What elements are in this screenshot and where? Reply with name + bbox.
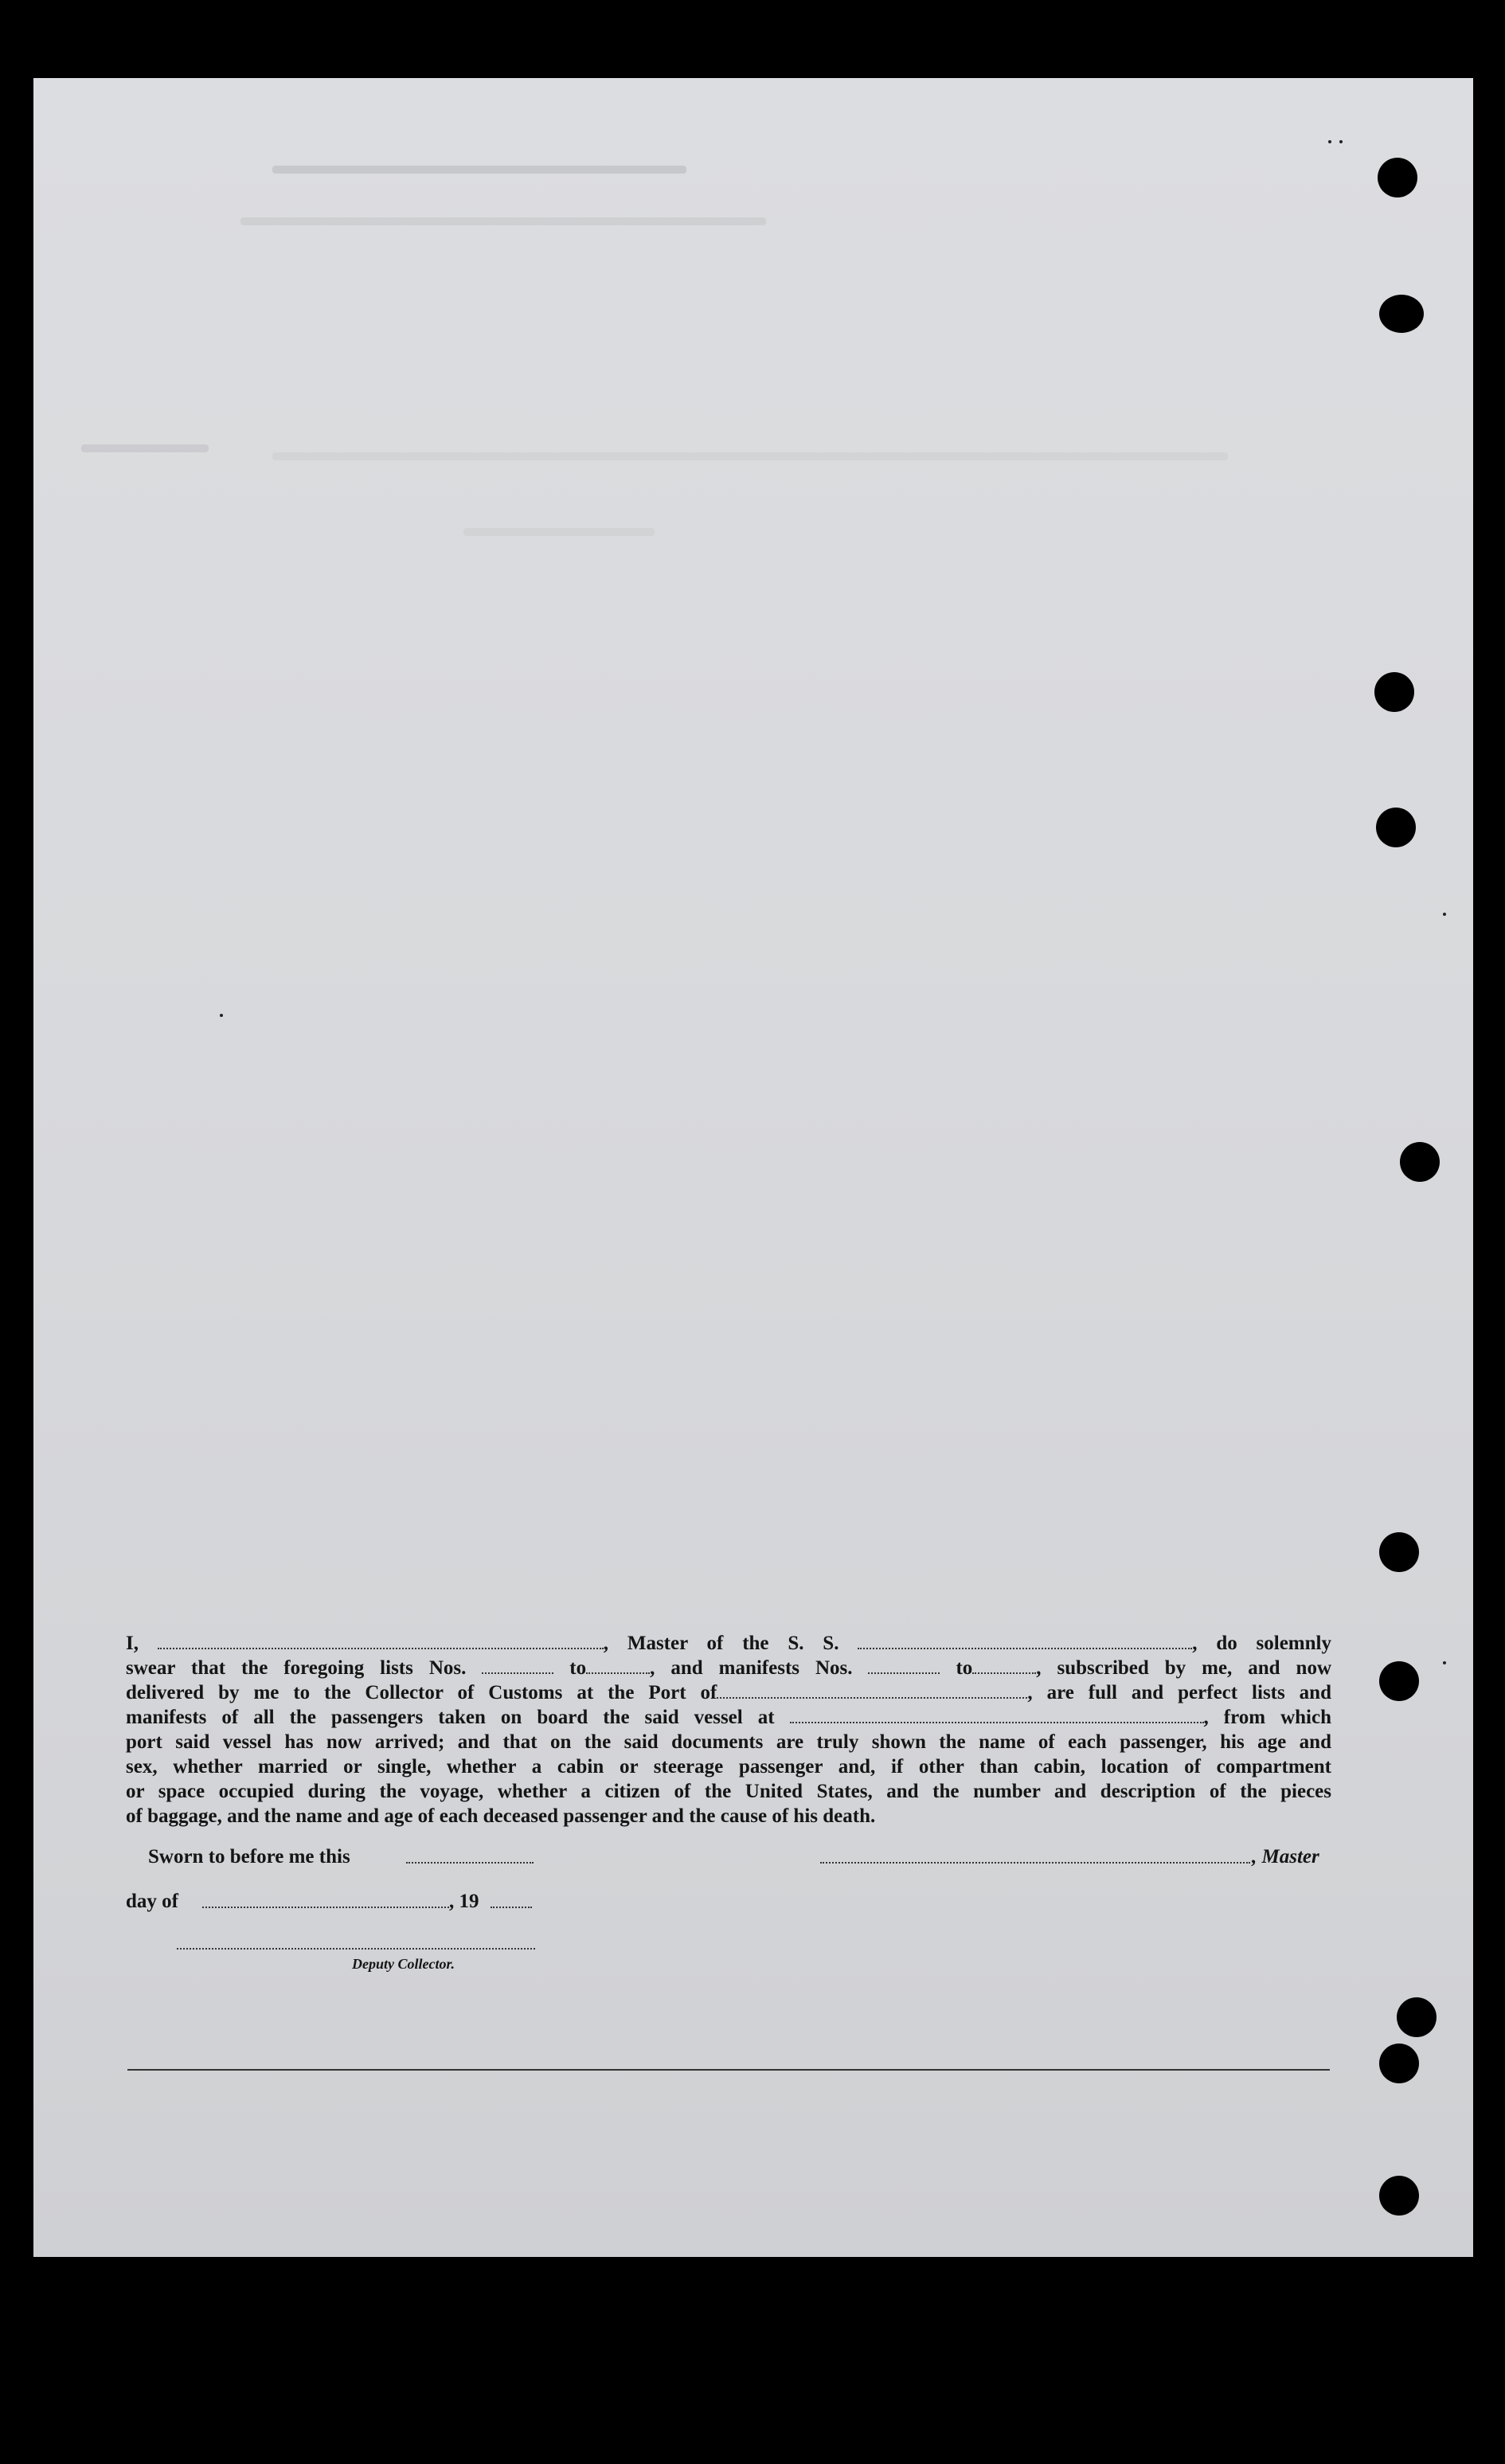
punch-hole	[1379, 1661, 1419, 1701]
speck	[1443, 913, 1446, 916]
speck	[1328, 140, 1331, 143]
oath-line-1	[126, 1631, 1331, 1656]
speck	[1339, 140, 1343, 143]
oath-text: swear that the foregoing lists Nos.	[126, 1657, 467, 1679]
punch-hole	[1374, 672, 1414, 712]
bleed-through-mark	[272, 452, 1228, 460]
punch-hole	[1379, 1532, 1419, 1572]
speck	[1443, 1661, 1446, 1664]
bottom-rule	[127, 2069, 1330, 2071]
oath-line-8: of baggage, and the name and age of each deceased passenger and the cause of his death.	[126, 1805, 876, 1827]
bleed-through-mark	[81, 444, 209, 452]
oath-line-5: port said vessel has now arrived; and that on the said documents are truly shown the name of each passenger, his age and	[126, 1731, 1331, 1753]
oath-text: , and manifests Nos.	[650, 1657, 853, 1679]
oath-line-3	[126, 1680, 1331, 1705]
punch-hole	[1397, 1997, 1437, 2037]
manifests-to-field[interactable]	[972, 1656, 1036, 1674]
oath-text: to	[569, 1657, 587, 1679]
deputy-collector-label: Deputy Collector.	[352, 1956, 455, 1972]
oath-line-6: sex, whether married or single, whether a cabin or steerage passenger and, if other than cabin, location of compartment	[126, 1756, 1331, 1778]
punch-hole	[1376, 808, 1416, 847]
bleed-through-mark	[240, 217, 766, 225]
oath-text: manifests of all the passengers taken on board the said vessel at	[126, 1707, 775, 1728]
oath-text: , are full and perfect lists and	[1027, 1682, 1331, 1703]
master-label: , Master	[1252, 1846, 1319, 1868]
punch-hole	[1400, 1142, 1440, 1182]
oath-line-7: or space occupied during the voyage, whether a citizen of the United States, and the number and description of the pieces	[126, 1781, 1331, 1802]
document-page	[33, 78, 1473, 2257]
punch-hole	[1378, 158, 1417, 198]
oath-text: , subscribed by me, and now	[1036, 1657, 1331, 1679]
oath-line-2	[126, 1656, 1331, 1680]
oath-text: to	[956, 1657, 973, 1679]
oath-line-4	[126, 1705, 1331, 1730]
departure-port-field[interactable]	[790, 1706, 1204, 1723]
day-of-label: day of	[126, 1891, 178, 1912]
manifests-from-field[interactable]	[868, 1656, 940, 1674]
port-field[interactable]	[717, 1681, 1027, 1699]
oath-text: , do solemnly	[1192, 1633, 1331, 1654]
oath-text: , Master of the S. S.	[603, 1633, 839, 1654]
bleed-through-mark	[272, 166, 686, 174]
oath-text: I,	[126, 1633, 139, 1654]
punch-hole	[1379, 295, 1424, 333]
bleed-through-mark	[463, 528, 655, 536]
vessel-name-field[interactable]	[858, 1632, 1192, 1649]
oath-paragraph	[126, 1631, 1331, 1828]
master-name-field[interactable]	[158, 1632, 604, 1649]
lists-to-field[interactable]	[586, 1656, 650, 1674]
oath-text: , from which	[1203, 1707, 1331, 1728]
punch-hole	[1379, 2044, 1419, 2083]
oath-text: delivered by me to the Collector of Customs at the Port of	[126, 1682, 717, 1703]
sworn-label: Sworn to before me this	[148, 1846, 350, 1868]
lists-from-field[interactable]	[482, 1656, 553, 1674]
punch-hole	[1379, 2176, 1419, 2216]
speck	[220, 1014, 223, 1017]
year-prefix: , 19	[449, 1891, 479, 1912]
